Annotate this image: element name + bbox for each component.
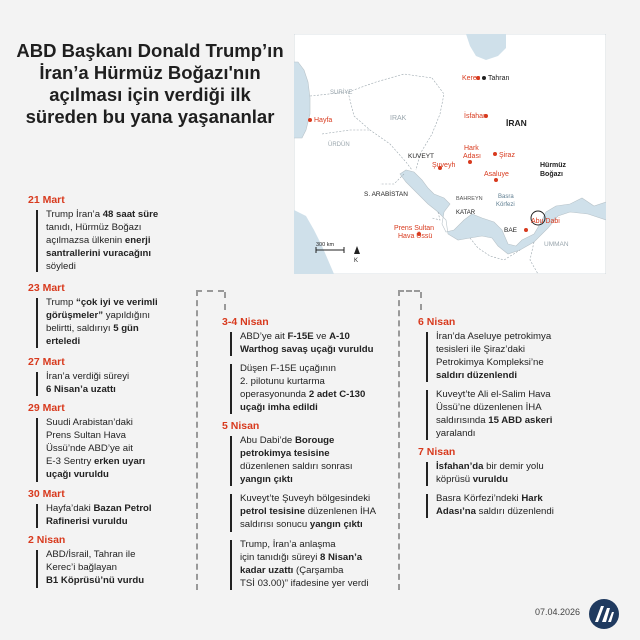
timeline-event-text: Basra Körfezi’ndeki Hark Adası’na saldırı düzenlendi	[436, 493, 554, 517]
region-map	[294, 34, 606, 274]
timeline-date: 27 Mart	[28, 356, 65, 368]
timeline-bar	[36, 550, 38, 588]
timeline-bar	[36, 372, 38, 396]
timeline-bar	[230, 540, 232, 590]
label-s-arabistan: S. ARABİSTAN	[364, 191, 408, 198]
timeline-bar	[426, 462, 428, 486]
label-kerec: Kerec	[462, 75, 481, 82]
timeline-bar	[426, 494, 428, 518]
connector-dash-2c	[398, 290, 400, 590]
timeline-event-text: Kuveyt’te Ali el-Salim Hava Üssü’ne düzenlenen İHA saldırısında 15 ABD askeri yaralandı	[436, 389, 553, 439]
timeline-date: 30 Mart	[28, 488, 65, 500]
connector-dash-1b	[196, 290, 224, 292]
timeline-event-text: Kuveyt’te Şuveyh bölgesindeki petrol tesisine düzenlenen İHA saldırısı sonucu yangın çıktı	[240, 493, 376, 530]
label-scale: 300 km	[316, 242, 335, 248]
label-hark-1: Hark	[464, 145, 479, 152]
label-prens-2: Hava Üssü	[398, 233, 433, 240]
timeline-date: 3-4 Nisan	[222, 316, 269, 328]
label-bahreyn: BAHREYN	[456, 196, 483, 202]
timeline-bar	[36, 504, 38, 528]
timeline-date: 5 Nisan	[222, 420, 260, 432]
connector-dash-2	[420, 292, 422, 310]
timeline-bar	[426, 332, 428, 382]
timeline-bar	[230, 364, 232, 414]
label-umman: UMMAN	[544, 241, 569, 248]
connector-dash-1c	[196, 290, 198, 590]
timeline-bar	[36, 418, 38, 482]
timeline-event-text: İsfahan’da bir demir yolu köprüsü vuruldu	[436, 461, 544, 485]
timeline-bar	[230, 436, 232, 486]
label-asaluye: Asaluye	[484, 171, 509, 178]
timeline-date: 29 Mart	[28, 402, 65, 414]
label-urdun: ÜRDÜN	[328, 142, 350, 148]
connector-dash-2b	[398, 290, 420, 292]
label-basra-1: Basra	[498, 194, 514, 200]
timeline-event-text: İran’a verdiği süreyi 6 Nisan’a uzattı	[46, 371, 130, 395]
label-katar: KATAR	[456, 210, 476, 216]
label-suriye: SURİYE	[330, 90, 353, 96]
label-north: K	[354, 258, 359, 264]
timeline-bar	[230, 332, 232, 356]
timeline-event-text: Düşen F-15E uçağının 2. pilotunu kurtarma operasyonunda 2 adet C-130 uçağı imha edildi	[240, 363, 366, 413]
label-prens-1: Prens Sultan	[394, 225, 435, 232]
timeline-event-text: Trump “çok iyi ve verimli görüşmeler” yapıldığını belirtti, saldırıyı 5 gün erteledi	[46, 297, 158, 347]
label-kuveyt: KUVEYT	[408, 153, 435, 160]
aa-logo-icon	[588, 598, 620, 630]
label-basra-2: Körfezi	[496, 202, 515, 208]
timeline-event-text: Suudi Arabistan’daki Prens Sultan Hava Üssü’nde ABD’ye ait E-3 Sentry erken uyarı uçağı vuruldu	[46, 417, 146, 480]
map-land	[294, 34, 606, 274]
label-isfahan: İsfahan	[464, 113, 487, 120]
label-suveyh: Şuveyh	[432, 162, 456, 169]
timeline-date: 6 Nisan	[418, 316, 456, 328]
timeline-bar	[36, 210, 38, 272]
timeline-event-text: İran’da Aseluye petrokimya tesisleri ile Şiraz’daki Petrokimya Kompleksi’ne saldırı düzenlendi	[436, 331, 552, 381]
timeline-event-text: Abu Dabi’de Borouge petrokimya tesisine düzenlenen saldırı sonrası yangın çıktı	[240, 435, 353, 485]
label-irak: IRAK	[390, 115, 407, 122]
timeline-date: 7 Nisan	[418, 446, 456, 458]
timeline-event-text: Trump, İran’a anlaşma için tanıdığı süreyi 8 Nisan’a kadar uzattı (Çarşamba TSİ 03.00)” ifadesine yer verdi	[240, 539, 369, 589]
label-bae: BAE	[504, 227, 518, 234]
timeline-date: 21 Mart	[28, 194, 65, 206]
timeline-date: 2 Nisan	[28, 534, 66, 546]
label-hayfa: Hayfa	[314, 117, 333, 124]
timeline-bar	[230, 494, 232, 532]
timeline-event-text: Trump İran’a 48 saat süre tanıdı, Hürmüz Boğazı açılmazsa ülkenin enerji santrallerini vuracağını söyledi	[46, 209, 159, 272]
label-abu-dabi: Abu Dabi	[531, 218, 560, 225]
page-title: ABD Başkanı Donald Trump’ın İran’a Hürmüz Boğazı'nın açılması için verdiği ilk süreden bu yana yaşananlar	[16, 40, 284, 127]
label-hark-2: Adası	[463, 153, 481, 160]
label-tahran: Tahran	[488, 75, 510, 82]
timeline-event-text: Hayfa’daki Bazan Petrol Rafinerisi vuruldu	[46, 503, 152, 527]
timeline-event-text: ABD’ye ait F-15E ve A-10 Warthog savaş uçağı vuruldu	[240, 331, 374, 355]
label-hurmuz-1: Hürmüz	[540, 162, 567, 169]
label-siraz: Şiraz	[499, 152, 515, 159]
timeline-bar	[36, 298, 38, 348]
connector-dash-1	[224, 292, 226, 310]
footer-date: 07.04.2026	[535, 607, 581, 617]
label-iran: İRAN	[506, 118, 527, 128]
timeline-bar	[426, 390, 428, 440]
timeline-event-text: ABD/İsrail, Tahran ile Kerec’i bağlayan B1 Köprüsü’nü vurdu	[46, 549, 145, 586]
timeline-date: 23 Mart	[28, 282, 65, 294]
label-hurmuz-2: Boğazı	[540, 171, 563, 178]
